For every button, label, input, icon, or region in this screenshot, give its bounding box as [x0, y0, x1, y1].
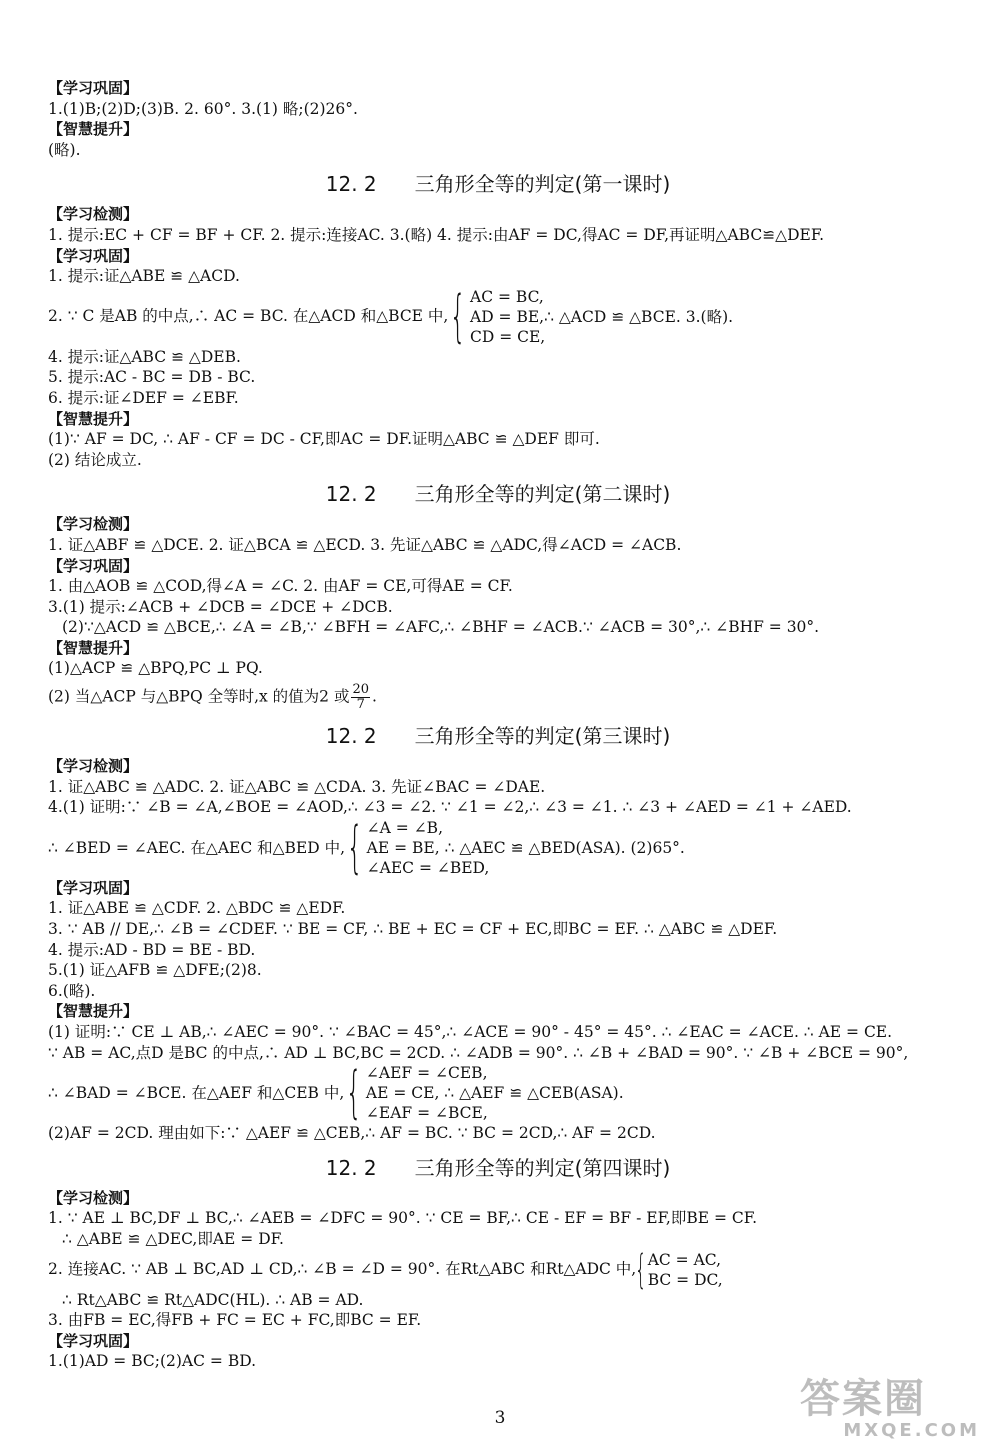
condition: AC = AC, [647, 1250, 722, 1269]
section-heading: 【智慧提升】 [48, 120, 139, 139]
denominator: 7 [356, 697, 365, 713]
lesson-title-3 [48, 722, 948, 750]
section-heading: 【学习检测】 [48, 1188, 139, 1207]
answer-line: 4. 提示:AD - BD = BE - BD. [48, 940, 256, 959]
section-heading: 【学习检测】 [48, 205, 139, 224]
condition: ∠AEF = ∠CEB, [365, 1064, 488, 1083]
answer-line: 1.(1)AD = BC;(2)AC = BD. [48, 1352, 257, 1371]
answer-line: ∵ AB = AC,点D 是BC 的中点,∴ AD ⊥ BC,BC = 2CD. ∴ ∠ADB = 90°. ∴ ∠B + ∠BAD = 90°. ∵ ∠B + ∠BCE = 90°, [48, 1043, 909, 1062]
answer-line: 3. ∵ AB // DE,∴ ∠B = ∠CDEF. ∵ BE = CF, ∴ BE + EC = CF + EC,即BC = EF. ∴ △ABC ≌ △DEF. [48, 920, 778, 939]
lesson-name: 三角形全等的判定(第四课时) [414, 1155, 671, 1180]
equation-system-line [48, 814, 948, 880]
answer-line: (2)AF = 2CD. 理由如下:∵ △AEF ≌ △CEB,∴ AF = BC. ∵ BC = 2CD,∴ AF = 2CD. [48, 1124, 656, 1143]
page-content [48, 78, 948, 1372]
left-brace: { [450, 283, 467, 349]
answer-line: 1. 证△ABE ≌ △CDF. 2. △BDC ≌ △EDF. [48, 899, 346, 918]
answer-line: (1)∵ AF = DC, ∴ AF - CF = DC - CF,即AC = DF.证明△ABC ≌ △DEF 即可. [48, 430, 600, 449]
condition-stack [648, 1250, 723, 1290]
answer-line: ∴ ∠BED = ∠AEC. 在△AEC 和△BED 中, [48, 838, 346, 857]
answer-line: 6. 提示:证∠DEF = ∠EBF. [48, 388, 239, 407]
section-heading: 【学习巩固】 [48, 1331, 139, 1350]
condition-stack [367, 818, 685, 878]
answer-line: ∴ △ABE ≌ △DEC,即AE = DF. [62, 1229, 284, 1248]
section-heading: 【智慧提升】 [48, 409, 139, 428]
answer-line: (2) 结论成立. [48, 450, 142, 469]
fraction [351, 683, 370, 712]
answer-line: 1. 证△ABC ≌ △ADC. 2. 证△ABC ≌ △CDA. 3. 先证∠BAC = ∠DAE. [48, 777, 546, 796]
condition: CD = CE, [470, 327, 546, 346]
lesson-number: 12. 2 [325, 1155, 377, 1180]
left-brace: { [346, 1060, 363, 1126]
watermark-url: MXQE.COM [843, 1420, 980, 1441]
answer-line: 6.(略). [48, 981, 96, 1000]
answer-line: 1.(1)B;(2)D;(3)B. 2. 60°. 3.(1) 略;(2)26°. [48, 99, 358, 118]
answer-line: 1. ∵ AE ⊥ BC,DF ⊥ BC,∴ ∠AEB = ∠DFC = 90°. ∵ CE = BF,∴ CE - EF = BF - EF,即BE = CF. [48, 1209, 758, 1228]
numerator: 20 [352, 682, 370, 698]
condition: AE = CE, ∴ △AEF ≌ △CEB(ASA). [365, 1084, 624, 1103]
left-brace: { [346, 814, 363, 880]
section-heading: 【学习巩固】 [48, 79, 139, 97]
period: . [372, 687, 377, 706]
answer-line: 1. 提示:证△ABE ≌ △ACD. [48, 267, 240, 286]
watermark-text: 答案圈 [800, 1376, 926, 1422]
section-heading: 【学习检测】 [48, 757, 139, 776]
condition: ∠AEC = ∠BED, [366, 858, 490, 877]
section-heading: 【智慧提升】 [48, 1002, 139, 1021]
lesson-name: 三角形全等的判定(第二课时) [414, 482, 671, 507]
equation-system-line [48, 1246, 948, 1293]
lesson-name: 三角形全等的判定(第一课时) [414, 172, 671, 197]
answer-line: (1) 证明:∵ CE ⊥ AB,∴ ∠AEC = 90°. ∵ ∠BAC = 45°,∴ ∠ACE = 90° - 45° = 45°. ∴ ∠EAC = ∠ACE. ∴ AE = CE. [48, 1023, 893, 1041]
answer-text: (2) 当△ACP 与△BPQ 全等时,x 的值为2 或 [48, 687, 350, 706]
answer-line: 4. 提示:证△ABC ≌ △DEB. [48, 347, 241, 366]
answer-line: 4.(1) 证明:∵ ∠B = ∠A,∠BOE = ∠AOD,∴ ∠3 = ∠2. ∵ ∠1 = ∠2,∴ ∠3 = ∠1. ∴ ∠3 + ∠AED = ∠1 + ∠AED. [48, 798, 852, 817]
section-heading: 【学习巩固】 [48, 246, 139, 265]
page-number: 3 [494, 1408, 506, 1428]
answer-line: (2)∵△ACD ≌ △BCE,∴ ∠A = ∠B,∵ ∠BFH = ∠AFC,∴ ∠BHF = ∠ACB.∵ ∠ACB = 30°,∴ ∠BHF = 30°. [62, 618, 820, 637]
answer-line: 5. 提示:AC - BC = DB - BC. [48, 368, 256, 387]
lesson-title-1 [48, 170, 948, 198]
lesson-name: 三角形全等的判定(第三课时) [414, 724, 671, 749]
lesson-title-2 [48, 480, 948, 508]
condition-stack [470, 287, 733, 347]
answer-line: 1. 由△AOB ≌ △COD,得∠A = ∠C. 2. 由AF = CE,可得AE = CF. [48, 577, 513, 596]
answer-line: 2. 连接AC. ∵ AB ⊥ BC,AD ⊥ CD,∴ ∠B = ∠D = 90°. 在Rt△ABC 和Rt△ADC 中, [48, 1260, 637, 1279]
answer-line: ∴ ∠BAD = ∠BCE. 在△AEF 和△CEB 中, [48, 1083, 345, 1102]
section-heading: 【智慧提升】 [48, 638, 139, 657]
lesson-number: 12. 2 [325, 724, 377, 749]
equation-system-line [48, 1060, 948, 1126]
answer-line: 2. ∵ C 是AB 的中点,∴ AC = BC. 在△ACD 和△BCE 中, [48, 307, 449, 326]
section-heading: 【学习检测】 [48, 515, 139, 534]
left-brace: { [635, 1246, 647, 1293]
lesson-number: 12. 2 [325, 482, 377, 507]
condition: ∠EAF = ∠BCE, [365, 1104, 488, 1123]
answer-line: 3. 由FB = EC,得FB + FC = EC + FC,即BC = EF. [48, 1311, 422, 1330]
lesson-title-4 [48, 1154, 948, 1182]
equation-system-line [48, 283, 948, 349]
answer-line: (1)△ACP ≌ △BPQ,PC ⊥ PQ. [48, 659, 263, 678]
answer-line: 5.(1) 证△AFB ≌ △DFE;(2)8. [48, 961, 262, 980]
condition: BC = DC, [647, 1270, 723, 1289]
condition-stack [366, 1063, 624, 1123]
answer-line: 3.(1) 提示:∠ACB + ∠DCB = ∠DCE + ∠DCB. [48, 597, 393, 616]
condition: AD = BE,∴ △ACD ≌ △BCE. 3.(略). [470, 307, 734, 326]
answer-line: (略). [48, 140, 81, 159]
condition: AC = BC, [470, 287, 544, 306]
lesson-number: 12. 2 [325, 172, 377, 197]
answer-line-fraction [48, 683, 948, 712]
section-heading: 【学习巩固】 [48, 878, 139, 897]
answer-line: 1. 提示:EC + CF = BF + CF. 2. 提示:连接AC. 3.(略) 4. 提示:由AF = DC,得AC = DF,再证明△ABC≌△DEF. [48, 225, 825, 244]
watermark-logo [800, 1378, 990, 1444]
condition: AE = BE, ∴ △AEC ≌ △BED(ASA). (2)65°. [366, 838, 685, 857]
answer-line: 1. 证△ABF ≌ △DCE. 2. 证△BCA ≌ △ECD. 3. 先证△ABC ≌ △ADC,得∠ACD = ∠ACB. [48, 535, 682, 554]
section-heading: 【学习巩固】 [48, 556, 139, 575]
answer-line: ∴ Rt△ABC ≌ Rt△ADC(HL). ∴ AB = AD. [62, 1290, 364, 1309]
condition: ∠A = ∠B, [366, 818, 443, 837]
